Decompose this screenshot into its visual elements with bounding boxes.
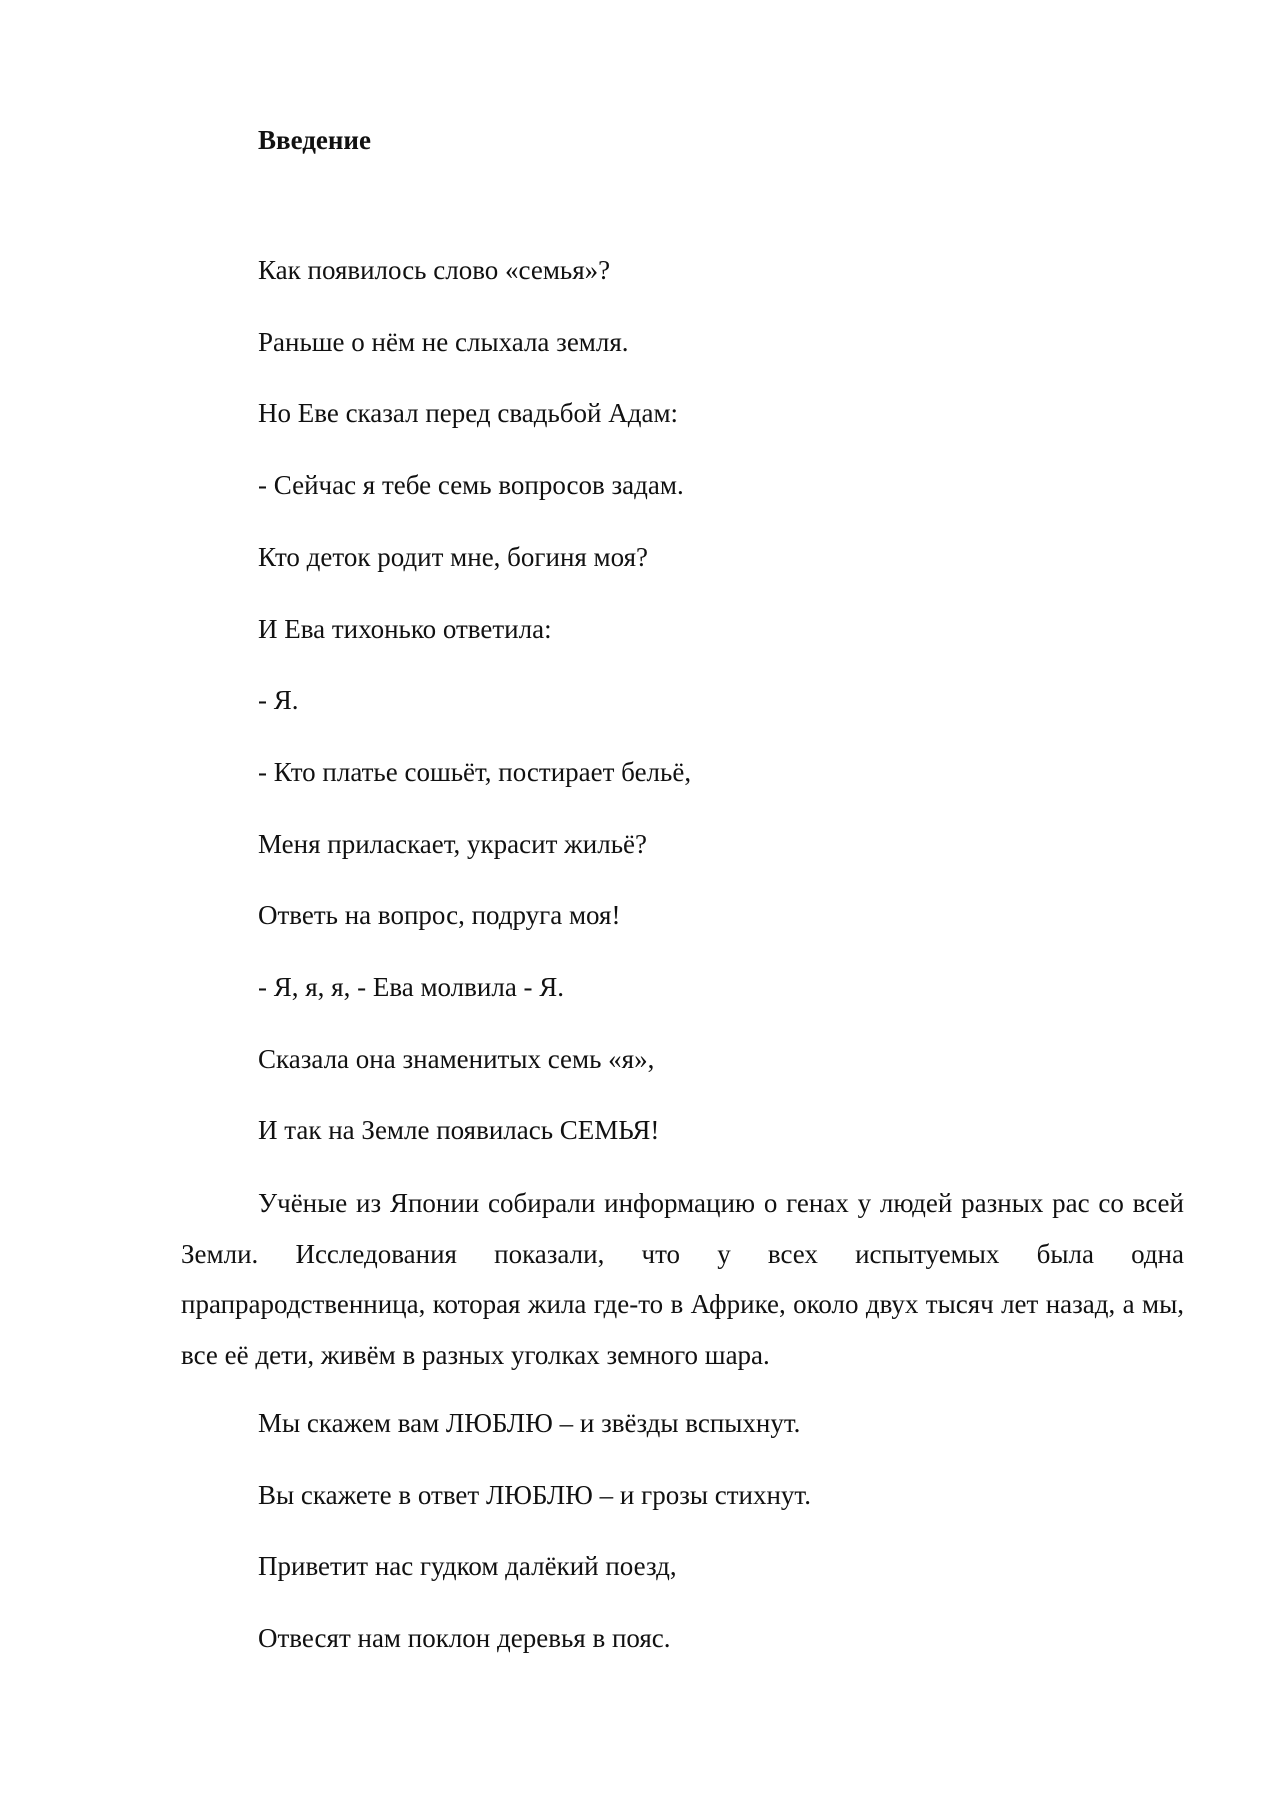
verse-line: И Ева тихонько ответила: <box>258 613 552 644</box>
verse-line: Кто деток родит мне, богиня моя? <box>258 541 649 572</box>
poem-love <box>258 1388 811 1675</box>
verse-line: Мы скажем вам ЛЮБЛЮ – и звёзды вспыхнут. <box>258 1408 801 1438</box>
poem-intro <box>258 235 691 1167</box>
verse-line: Вы скажете в ответ ЛЮБЛЮ – и грозы стихнут. <box>258 1479 811 1510</box>
verse-line: - Я, я, я, - Ева молвила - Я. <box>258 972 565 1003</box>
verse-line: Приветит нас гудком далёкий поезд, <box>258 1551 677 1582</box>
verse-line: Ответь на вопрос, подруга моя! <box>258 900 621 931</box>
section-heading: Введение <box>258 125 371 155</box>
verse-line: - Я. <box>258 685 299 716</box>
verse-line: - Кто платье сошьёт, постирает бельё, <box>258 756 692 787</box>
body-paragraph: Учёные из Японии собирали информацию о генах у людей разных рас со всей Земли. Исследования показали, что у всех испытуемых была одна прапрародственница, которая жила где-то в Африке, около двух тысяч лет назад, а мы, все её дети, живём в разных уголках земного шара. <box>181 1188 1184 1370</box>
verse-line: Отвесят нам поклон деревья в пояс. <box>258 1623 671 1654</box>
verse-line: И так на Земле появилась СЕМЬЯ! <box>258 1115 660 1146</box>
verse-line: - Сейчас я тебе семь вопросов задам. <box>258 470 684 501</box>
verse-line: Раньше о нём не слыхала земля. <box>258 326 629 357</box>
verse-line: Меня приласкает, украсит жильё? <box>258 828 647 859</box>
verse-line: Сказала она знаменитых семь «я», <box>258 1043 655 1074</box>
verse-line: Как появилось слово «семья»? <box>258 255 611 285</box>
verse-line: Но Еве сказал перед свадьбой Адам: <box>258 398 679 429</box>
